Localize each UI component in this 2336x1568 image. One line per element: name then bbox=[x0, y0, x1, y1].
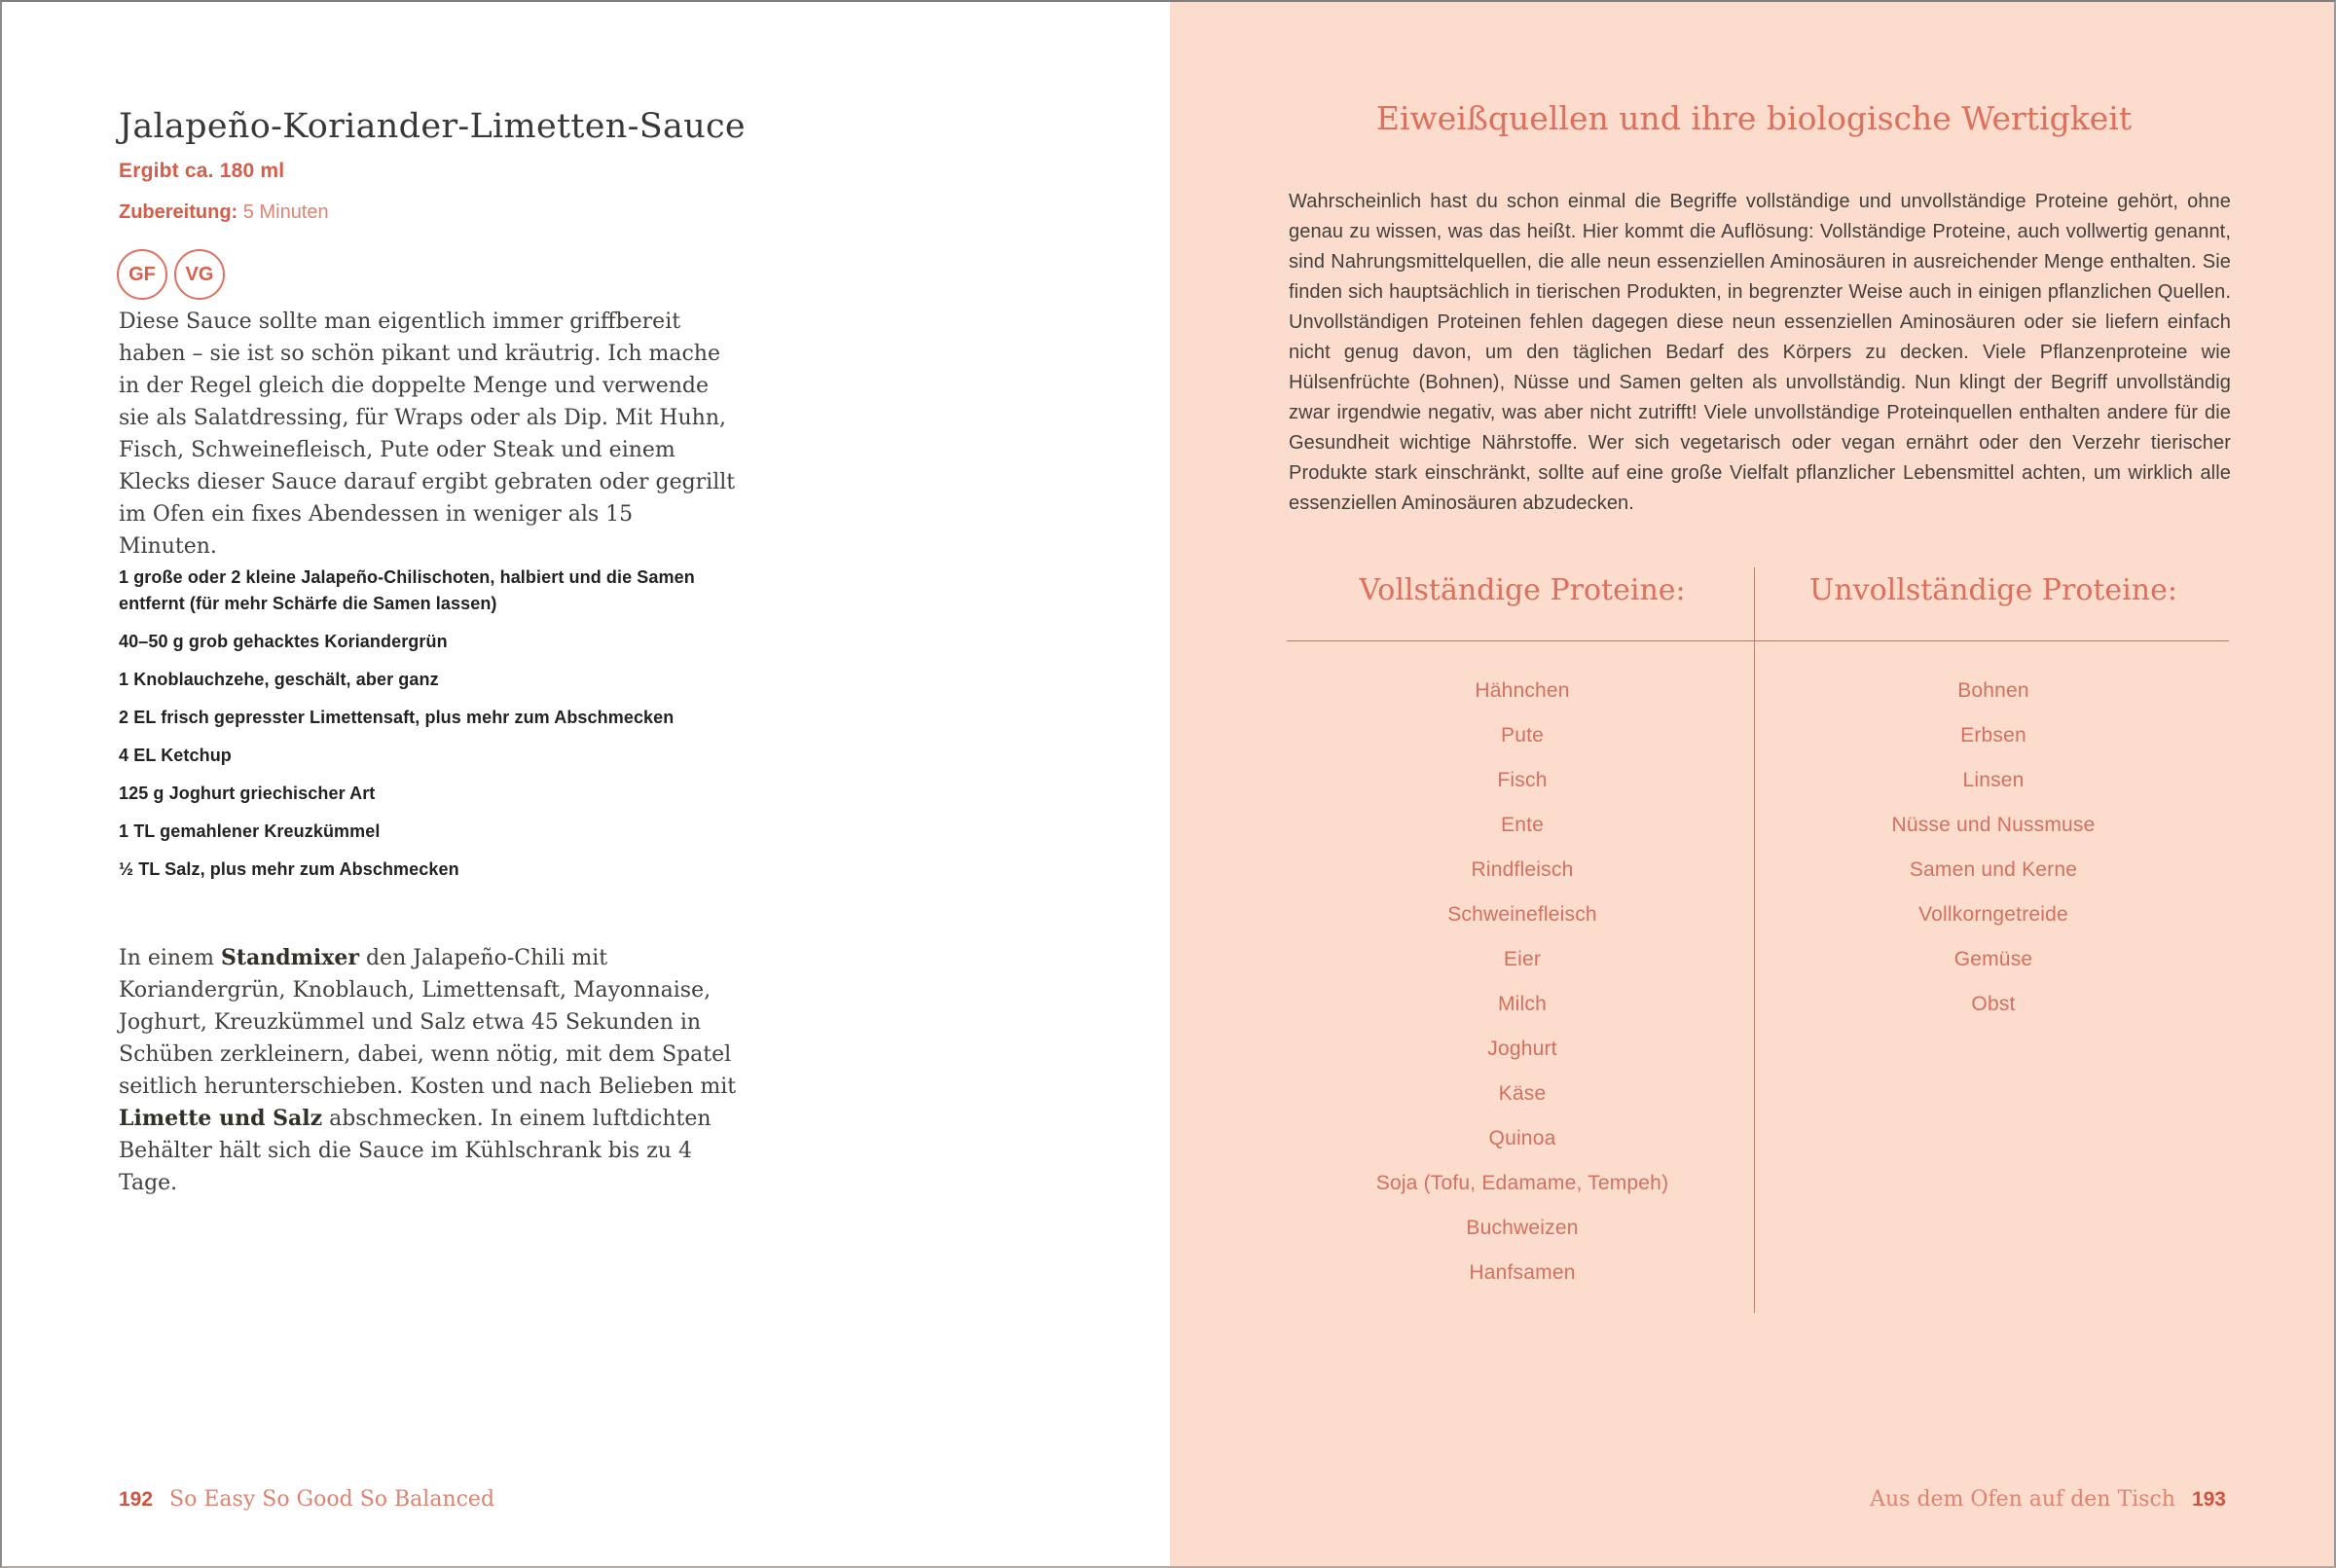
recipe-intro: Diese Sauce sollte man eigentlich immer griffbereit haben – sie ist so schön pikant und kräutrig. Ich mache in der Regel gleich die doppelte Menge und verwende sie als Salatdressing, für Wraps oder als Dip. Mit Huhn, Fisch, Schweinefleisch, Pute oder Steak und einem Klecks dieser Sauce darauf ergibt gebraten oder gegrillt im Ofen ein fixes Abendessen in weniger als 15 Minuten. bbox=[119, 310, 736, 559]
column-headers bbox=[1287, 567, 2229, 640]
protein-item: Schweinefleisch bbox=[1447, 903, 1597, 926]
ingredient-item: ½ TL Salz, plus mehr zum Abschmecken bbox=[119, 859, 459, 879]
diet-badge: GF bbox=[117, 249, 167, 300]
info-body: Wahrscheinlich hast du schon einmal die Begriffe vollständige und unvollständige Proteine gehört, ohne genau zu wissen, was das heißt. Hier kommt die Auflösung: Vollständige Proteine, auch vollwertig genannt, sind Nahrungsmittelquellen, die alle neun essenziellen Aminosäuren in ausreichender Menge enthalten. Sie finden sich hauptsächlich in tierischen Produkten, in begrenzter Weise auch in einigen pflanzlichen Quellen. Unvollständigen Proteinen fehlen dagegen diese neun essenziellen Aminosäuren oder sie liefern einfach nicht genug davon, um den täglichen Bedarf des Körpers zu decken. Viele Pflanzenproteine wie Hülsenfrüchte (Bohnen), Nüsse und Samen gelten als unvollständig. Nun klingt der Begriff unvollständig zwar irgendwie negativ, was aber nicht zutrifft! Viele unvollständige Proteinquellen enthalten andere für die Gesundheit wichtige Nährstoffe. Wer sich vegetarisch oder vegan ernährt oder den Verzehr tierischer Produkte stark einschränkt, sollte auf eine große Vielfalt pflanzlicher Lebensmittel achten, um wirklich alle essenziellen Aminosäuren abzudecken. bbox=[1289, 191, 2231, 514]
protein-item: Vollkorngetreide bbox=[1918, 903, 2068, 926]
ingredients-list bbox=[119, 565, 761, 894]
protein-item: Eier bbox=[1503, 948, 1542, 970]
ingredient-item: 1 Knoblauchzehe, geschält, aber ganz bbox=[119, 670, 439, 689]
ingredient-item: 2 EL frisch gepresster Limettensaft, plus mehr zum Abschmecken bbox=[119, 708, 675, 727]
protein-columns bbox=[1287, 567, 2229, 1295]
protein-item: Erbsen bbox=[1960, 724, 2026, 747]
page-number-left: 192 bbox=[119, 1488, 154, 1511]
ingredient-item: 125 g Joghurt griechischer Art bbox=[119, 784, 376, 803]
diet-badges bbox=[117, 249, 225, 300]
protein-item: Obst bbox=[1971, 993, 2016, 1015]
left-page-footer bbox=[119, 1487, 494, 1512]
recipe-yield: Ergibt ca. 180 ml bbox=[119, 160, 285, 182]
protein-item: Linsen bbox=[1962, 769, 2025, 791]
incomplete-proteins-header: Unvollständige Proteine: bbox=[1809, 573, 2177, 607]
recipe-title: Jalapeño-Koriander-Limetten-Sauce bbox=[119, 107, 746, 146]
protein-item: Käse bbox=[1498, 1082, 1547, 1105]
chapter-title: Aus dem Ofen auf den Tisch bbox=[1870, 1487, 2175, 1512]
protein-item: Rindfleisch bbox=[1471, 858, 1574, 881]
recipe-instructions: In einem Standmixer den Jalapeño-Chili mit Koriandergrün, Knoblauch, Limettensaft, Mayonnaise, Joghurt, Kreuzkümmel und Salz etwa 45 Sekunden in Schüben zerkleinern, dabei, wenn nötig, mit dem Spatel seitlich herunterschieben. Kosten und nach Belieben mit Limette und Salz abschmecken. In einem luftdichten Behälter hält sich die Sauce im Kühlschrank bis zu 4 Tage. bbox=[119, 945, 737, 1195]
right-page-footer bbox=[1170, 1487, 2226, 1512]
book-title: So Easy So Good So Balanced bbox=[169, 1487, 495, 1512]
protein-item: Soja (Tofu, Edamame, Tempeh) bbox=[1375, 1172, 1669, 1194]
column-lists bbox=[1287, 641, 2229, 1295]
complete-proteins-header: Vollständige Proteine: bbox=[1359, 573, 1686, 607]
protein-item: Milch bbox=[1497, 993, 1547, 1015]
protein-item: Bohnen bbox=[1957, 679, 2029, 702]
ingredient-item: 4 EL Ketchup bbox=[119, 746, 232, 765]
prep-time bbox=[119, 201, 329, 224]
ingredient-item: 40–50 g grob gehacktes Koriandergrün bbox=[119, 632, 448, 651]
diet-badge: VG bbox=[174, 249, 225, 300]
column-divider-vertical bbox=[1754, 567, 1755, 1313]
protein-item: Ente bbox=[1501, 814, 1544, 836]
protein-item: Hanfsamen bbox=[1469, 1261, 1576, 1284]
protein-item: Nüsse und Nussmuse bbox=[1891, 814, 2096, 836]
complete-proteins-column bbox=[1287, 669, 1758, 1295]
protein-item: Joghurt bbox=[1487, 1038, 1557, 1060]
protein-item: Pute bbox=[1501, 724, 1544, 747]
ingredient-item: 1 große oder 2 kleine Jalapeño-Chilischoten, halbiert und die Samen entfernt (für mehr Schärfe die Samen lassen) bbox=[119, 567, 695, 613]
page-number-right: 193 bbox=[2191, 1488, 2226, 1511]
recipe-page bbox=[2, 2, 1170, 1566]
protein-item: Gemüse bbox=[1953, 948, 2033, 970]
info-title: Eiweißquellen und ihre biologische Wertigkeit bbox=[1375, 99, 2133, 137]
prep-time-value: 5 Minuten bbox=[242, 201, 329, 223]
protein-item: Samen und Kerne bbox=[1909, 858, 2078, 881]
incomplete-proteins-column bbox=[1758, 669, 2229, 1295]
protein-item: Quinoa bbox=[1488, 1127, 1556, 1149]
protein-item: Buchweizen bbox=[1466, 1217, 1579, 1239]
info-page bbox=[1170, 2, 2336, 1566]
protein-item: Fisch bbox=[1497, 769, 1548, 791]
ingredient-item: 1 TL gemahlener Kreuzkümmel bbox=[119, 821, 381, 841]
prep-time-label: Zubereitung: bbox=[119, 201, 238, 223]
protein-item: Hähnchen bbox=[1475, 679, 1570, 702]
